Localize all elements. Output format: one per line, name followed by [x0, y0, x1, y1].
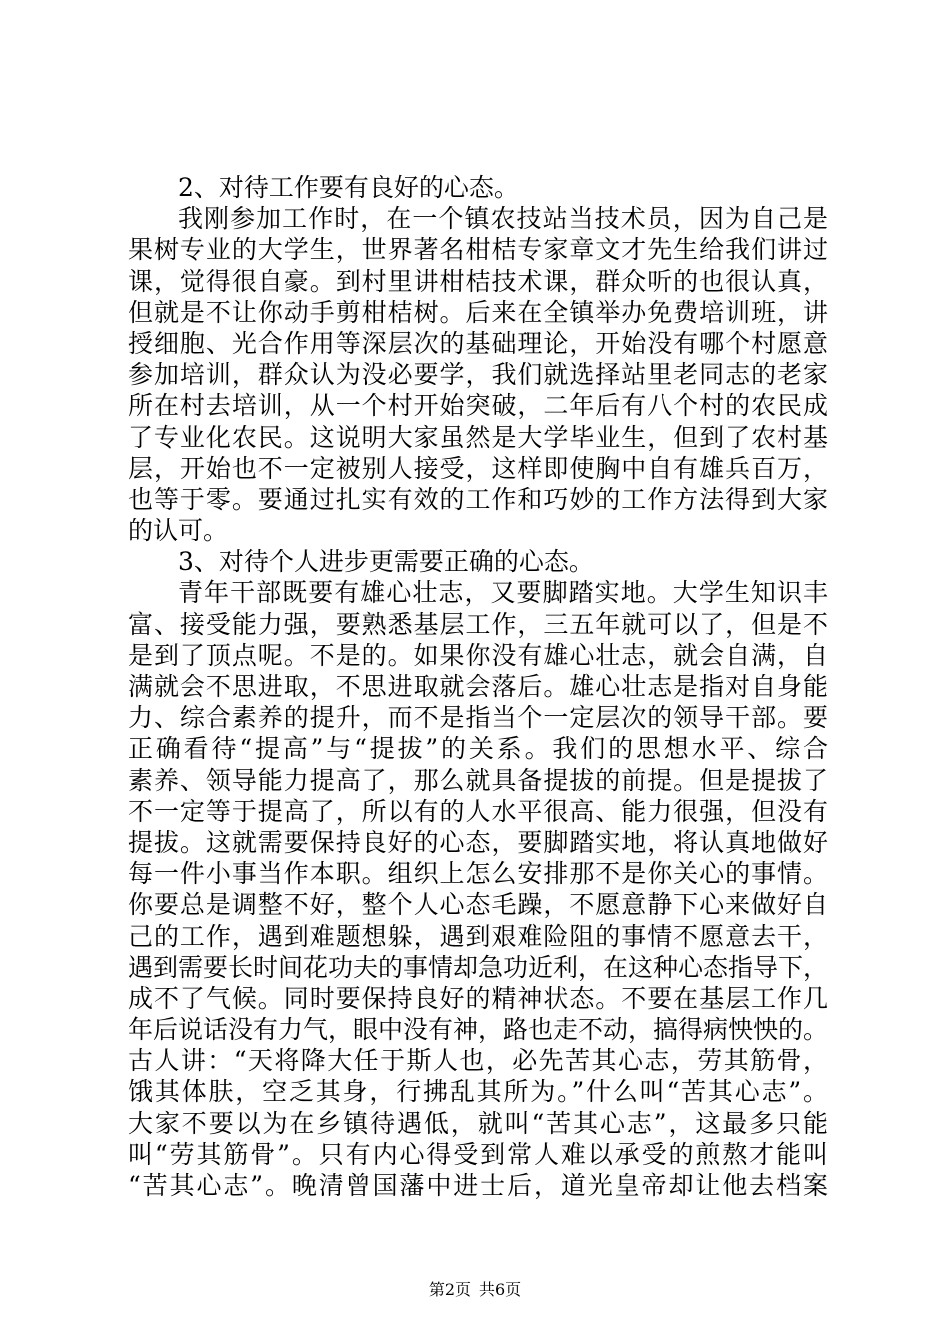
section-heading: 3、对待个人进步更需要正确的心态。 [178, 547, 594, 577]
paragraph-line: 也等于零。要通过扎实有效的工作和巧妙的工作方法得到大家 [128, 484, 828, 514]
paragraph-line: 提拔。这就需要保持良好的心态，要脚踏实地，将认真地做好 [128, 827, 828, 857]
paragraph-line: 年后说话没有力气，眼中没有神，路也走不动，搞得病怏怏的。 [128, 1015, 828, 1045]
paragraph-line: 正确看待“提高”与“提拔”的关系。我们的思想水平、综合 [128, 734, 828, 764]
paragraph-line: 饿其体肤，空乏其身，行拂乱其所为。”什么叫“苦其心志”。 [128, 1077, 828, 1107]
paragraph-line: 了专业化农民。这说明大家虽然是大学毕业生，但到了农村基 [128, 422, 828, 452]
page-number: 第2页 [428, 1280, 471, 1299]
paragraph-line: 大家不要以为在乡镇待遇低，就叫“苦其心志”，这最多只能 [128, 1108, 828, 1138]
paragraph-line: “苦其心志”。晚清曾国藩中进士后，道光皇帝却让他去档案 [128, 1171, 828, 1200]
paragraph-line: 成不了气候。同时要保持良好的精神状态。不要在基层工作几 [128, 983, 828, 1013]
paragraph-line: 层，开始也不一定被别人接受，这样即使胸中自有雄兵百万， [128, 453, 828, 483]
paragraph-line: 满就会不思进取，不思进取就会落后。雄心壮志是指对自身能 [128, 672, 828, 701]
page-total: 共6页 [479, 1280, 522, 1299]
paragraph-line: 古人讲：“天将降大任于斯人也，必先苦其心志，劳其筋骨， [128, 1046, 828, 1076]
section-heading: 2、对待工作要有良好的心态。 [178, 173, 519, 202]
paragraph-line: 己的工作，遇到难题想躲，遇到艰难险阻的事情不愿意去干， [128, 921, 828, 951]
paragraph-line: 叫“劳其筋骨”。只有内心得受到常人难以承受的煎熬才能叫 [128, 1139, 828, 1169]
paragraph-line: 力、综合素养的提升，而不是指当个一定层次的领导干部。要 [128, 703, 828, 733]
paragraph-line: 是到了顶点呢。不是的。如果你没有雄心壮志，就会自满，自 [128, 640, 828, 670]
paragraph-line: 果树专业的大学生，世界著名柑桔专家章文才先生给我们讲过 [128, 235, 828, 265]
paragraph-line: 每一件小事当作本职。组织上怎么安排那不是你关心的事情。 [128, 859, 828, 889]
paragraph-line: 富、接受能力强，要熟悉基层工作，三五年就可以了，但是不 [128, 609, 828, 639]
paragraph-line: 你要总是调整不好，整个人心态毛躁，不愿意静下心来做好自 [128, 890, 828, 920]
paragraph-line: 素养、领导能力提高了，那么就具备提拔的前提。但是提拔了 [128, 765, 828, 795]
paragraph-line: 遇到需要长时间花功夫的事情却急功近利，在这种心态指导下， [128, 952, 828, 982]
paragraph-line: 所在村去培训，从一个村开始突破，二年后有八个村的农民成 [128, 391, 828, 421]
document-body [128, 172, 828, 1201]
paragraph-line: 的认可。 [128, 516, 229, 546]
paragraph-line: 我刚参加工作时，在一个镇农技站当技术员，因为自己是 [178, 204, 828, 234]
paragraph-line: 授细胞、光合作用等深层次的基础理论，开始没有哪个村愿意 [128, 328, 828, 358]
paragraph-line: 但就是不让你动手剪柑桔树。后来在全镇举办免费培训班，讲 [128, 297, 828, 327]
paragraph-line: 青年干部既要有雄心壮志，又要脚踏实地。大学生知识丰 [178, 578, 828, 608]
paragraph-line: 参加培训，群众认为没必要学，我们就选择站里老同志的老家 [128, 360, 828, 390]
paragraph-line: 不一定等于提高了，所以有的人水平很高、能力很强，但没有 [128, 796, 828, 826]
paragraph-line: 课，觉得很自豪。到村里讲柑桔技术课，群众听的也很认真， [128, 266, 828, 296]
page-footer [0, 1280, 950, 1300]
